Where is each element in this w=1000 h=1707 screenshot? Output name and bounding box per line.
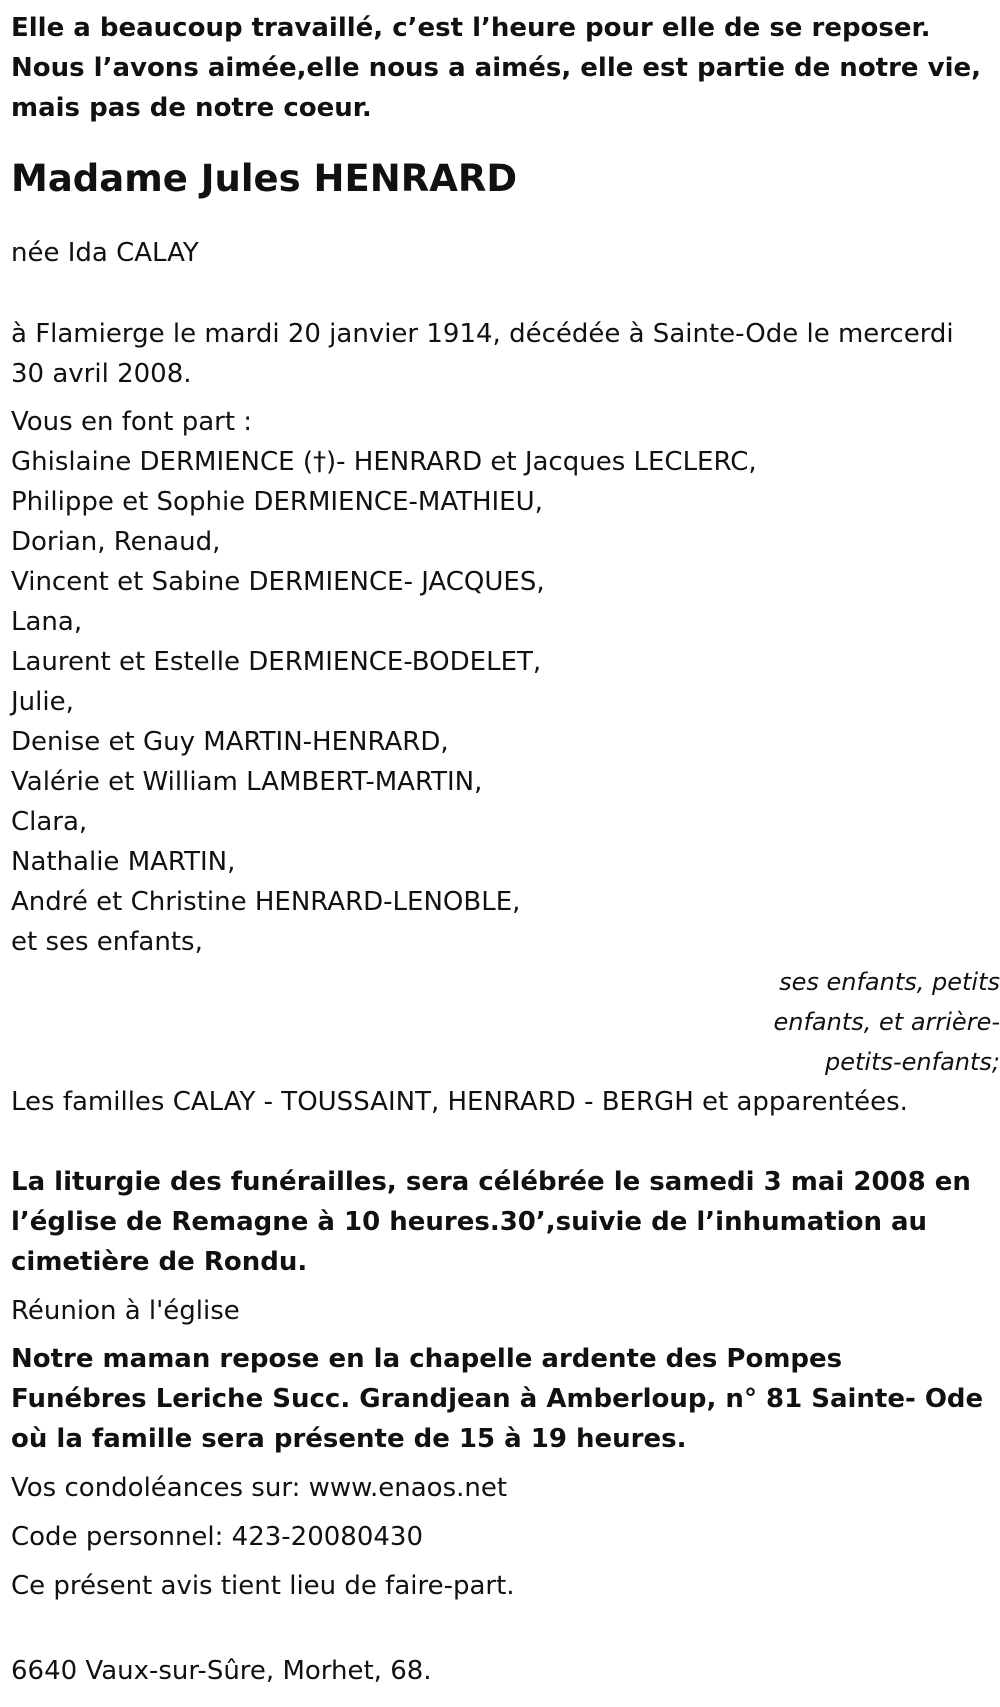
maiden-name: née Ida CALAY	[11, 238, 199, 268]
family-member-after-cross: )- HENRARD et Jacques LECLERC,	[326, 447, 757, 477]
family-member: et ses enfants,	[11, 927, 203, 957]
family-member: André et Christine HENRARD-LENOBLE,	[11, 887, 521, 917]
birth-death-dates: à Flamierge le mardi 20 janvier 1914, décédée à Sainte-Ode le mercerdi 30 avril 2008.	[11, 319, 954, 389]
family-member: Vincent et Sabine DERMIENCE- JACQUES,	[11, 567, 545, 597]
chapel-info: Notre maman repose en la chapelle ardente des Pompes Funébres Leriche Succ. Grandjean à Amberloup, n° 81 Sainte- Ode où la famille sera présente de 15 à 19 heures.	[11, 1344, 984, 1454]
family-address: 6640 Vaux-sur-Sûre, Morhet, 68.	[11, 1656, 432, 1686]
personal-code: Code personnel: 423-20080430	[11, 1522, 424, 1552]
family-member: Clara,	[11, 807, 88, 837]
funeral-liturgy: La liturgie des funérailles, sera célébrée le samedi 3 mai 2008 en l’église de Remagne à 10 heures.30’,suivie de l’inhumation au cimetière de Rondu.	[11, 1167, 971, 1277]
meeting-place: Réunion à l'église	[11, 1296, 240, 1326]
notice-line: Ce présent avis tient lieu de faire-part.	[11, 1571, 515, 1601]
intro-text: Elle a beaucoup travaillé, c’est l’heure pour elle de se reposer. Nous l’avons aimée,elle nous a aimés, elle est partie de notre vie, mais pas de notre coeur.	[11, 13, 981, 123]
family-member: Philippe et Sophie DERMIENCE-MATHIEU,	[11, 487, 543, 517]
family-member: Laurent et Estelle DERMIENCE-BODELET,	[11, 647, 542, 677]
extended-families: Les familles CALAY - TOUSSAINT, HENRARD - BERGH et apparentées.	[11, 1087, 908, 1117]
family-member: Julie,	[11, 687, 74, 717]
descendants-note: ses enfants, petits enfants, et arrière-petits-enfants;	[773, 968, 1000, 1076]
family-member: Lana,	[11, 607, 83, 637]
cross-icon: †	[313, 447, 326, 477]
family-member-before-cross: Ghislaine DERMIENCE (	[11, 447, 313, 477]
deceased-name: Madame Jules HENRARD	[11, 157, 518, 200]
family-member	[11, 442, 1000, 482]
announce-line: Vous en font part :	[11, 407, 253, 437]
condolences-line: Vos condoléances sur: www.enaos.net	[11, 1473, 508, 1503]
family-list	[11, 394, 1000, 962]
family-member: Denise et Guy MARTIN-HENRARD,	[11, 727, 449, 757]
family-member: Nathalie MARTIN,	[11, 847, 236, 877]
family-member: Valérie et William LAMBERT-MARTIN,	[11, 767, 483, 797]
family-member: Dorian, Renaud,	[11, 527, 221, 557]
